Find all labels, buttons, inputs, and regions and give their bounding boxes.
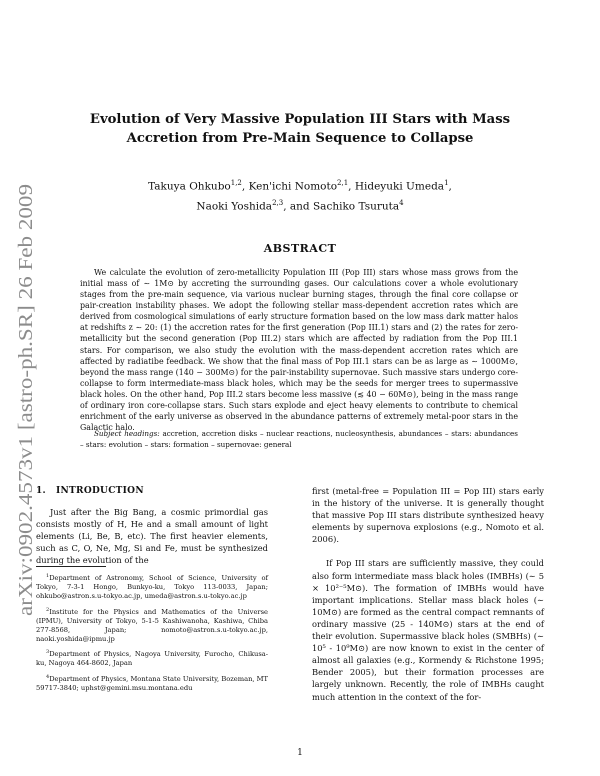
title-line-1: Evolution of Very Massive Population III Stars with Mass xyxy=(89,112,511,127)
author-line-2 xyxy=(100,195,500,215)
left-column xyxy=(36,485,268,567)
footnote xyxy=(36,606,268,645)
right-column xyxy=(312,485,544,715)
author-separator: , xyxy=(241,180,249,193)
subject-headings-label: Subject headings: xyxy=(94,429,160,439)
section-title: INTRODUCTION xyxy=(56,486,144,496)
abstract-heading: ABSTRACT xyxy=(263,242,337,255)
page-number: 1 xyxy=(297,748,303,758)
section-heading xyxy=(36,485,268,497)
author-affiliation-mark: 2,1 xyxy=(337,179,349,187)
footnote-mark: 1 xyxy=(46,573,50,579)
subject-headings-text: accretion, accretion disks – nuclear reactions, nucleosynthesis, abundances – stars: abundances – stars: evolution – stars: formation – supernovae: general xyxy=(80,429,518,449)
footnote-mark: 4 xyxy=(46,673,50,680)
author-separator: , and xyxy=(283,200,313,212)
author-affiliation-mark: 4 xyxy=(399,198,404,207)
author-separator: , xyxy=(348,180,355,193)
footnote-mark: 3 xyxy=(46,649,50,656)
author-name: Hideyuki Umeda xyxy=(354,180,445,193)
footnotes xyxy=(36,572,268,697)
author-affiliation-mark: 1 xyxy=(444,179,449,187)
footnote-mark: 2 xyxy=(46,606,50,613)
footnote-text: Institute for the Physics and Mathematics of the Universe (IPMU), University of Tokyo, 5-1-5 Kashiwanoha, Kashiwa, Chiba 277-8568, Japan; nomoto@astron.s.u-tokyo.ac.jp, naoki.yoshida@ipmu.jp xyxy=(36,607,268,644)
intro-paragraph-right-2: If Pop III stars are sufficiently massive, they could also form intermediate mass black holes (IMBHs) (∼ 5 × 10²⁻⁵M⊙). The formation of IMBHs would have important implications. Stellar mass black holes (∼ 10M⊙) are formed as the central compact remnants of ordinary massive (25 - 140M⊙) stars at the end of their evolution. Supermassive black holes (SMBHs) (∼ 10⁵ - 10⁹M⊙) are now known to exist in the center of almost all galaxies (e.g., Kormendy & Richstone 1995; Bender 2005), but their formation processes are largely unknown. Recently, the role of IMBHs caught much attention in the context of the for- xyxy=(312,558,544,702)
footnote xyxy=(36,648,268,668)
footnote-text: Department of Physics, Nagoya University, Furocho, Chikusa-ku, Nagoya 464-8602, Japan xyxy=(36,650,268,668)
arxiv-stamp-text: arXiv:0902.4573v1 [astro-ph.SR] 26 Feb 2009 xyxy=(16,250,37,616)
subject-headings xyxy=(80,429,518,450)
footnote-rule xyxy=(36,566,106,567)
footnote xyxy=(36,673,268,693)
section-number: 1. xyxy=(36,486,46,496)
intro-paragraph-right-1: first (metal-free = Population III = Pop III) stars early in the history of the universe. It is generally thought that massive Pop III stars distribute synthesized heavy elements by supernova explosions (e.g., Nomoto et al. 2006). xyxy=(312,486,544,545)
author-name: Naoki Yoshida xyxy=(196,200,273,212)
author-name: Takuya Ohkubo xyxy=(148,180,231,193)
author-affiliation-mark: 2,3 xyxy=(272,198,284,207)
title-line-2: Accretion from Pre-Main Sequence to Collapse xyxy=(126,131,474,146)
paper-title xyxy=(70,110,530,148)
footnote xyxy=(36,572,268,602)
author-name: Sachiko Tsuruta xyxy=(312,200,400,212)
abstract-body: We calculate the evolution of zero-metallicity Population III (Pop III) stars whose mass grows from the initial mass of ∼ 1M⊙ by accreting the surrounding gases. Our calculations cover a whole evolutionary stages from the pre-main sequence, via various nuclear burning stages, through the final core collapse or pair-creation instability phases. We adopt the following stellar mass-dependent accretion rates which are derived from cosmological simulations of early structure formation based on the low mass dark matter halos at redshifts z ∼ 20: (1) the accretion rates for the first generation (Pop III.1) stars and (2) the rates for zero-metallicity but the second generation (Pop III.2) stars which are affected by radiation from the Pop III.1 stars. For comparison, we also study the evolution with the mass-dependent accretion rates which are affected by radiatibe feedback. We show that the final mass of Pop III.1 stars can be as large as ∼ 1000M⊙, beyond the mass range (140 − 300M⊙) for the pair-instability supernovae. Such massive stars undergo core-collapse to form intermediate-mass black holes, which may be the seeds for merger trees to supermassive black holes. On the other hand, Pop III.2 stars become less massive (≲ 40 − 60M⊙), being in the mass range of ordinary iron core-collapse stars. Such stars explode and eject heavy elements to contribute to chemical enrichment of the early universe as observed in the abundance patterns of extremely metal-poor stars in the Galactic halo. xyxy=(80,267,518,433)
footnote-text: Department of Physics, Montana State University, Bozeman, MT 59717-3840; uphst@gemini.msu.montana.edu xyxy=(36,674,268,692)
intro-paragraph-left: Just after the Big Bang, a cosmic primordial gas consists mostly of H, He and a small amount of light elements (Li, Be, B, etc). The first heavier elements, such as C, O, Ne, Mg, Si and Fe, must be synthesized during the evolution of the xyxy=(36,507,268,566)
author-affiliation-mark: 1,2 xyxy=(230,179,242,187)
author-list xyxy=(100,175,500,214)
author-line-1 xyxy=(100,175,500,195)
author-separator: , xyxy=(448,180,452,193)
author-name: Ken'ichi Nomoto xyxy=(248,180,338,193)
footnote-text: Department of Astronomy, School of Science, University of Tokyo, 7-3-1 Hongo, Bunkyo-ku, Tokyo 113-0033, Japan; ohkubo@astron.s.u-tokyo.ac.jp, umeda@astron.s.u-tokyo.ac.jp xyxy=(36,574,268,601)
